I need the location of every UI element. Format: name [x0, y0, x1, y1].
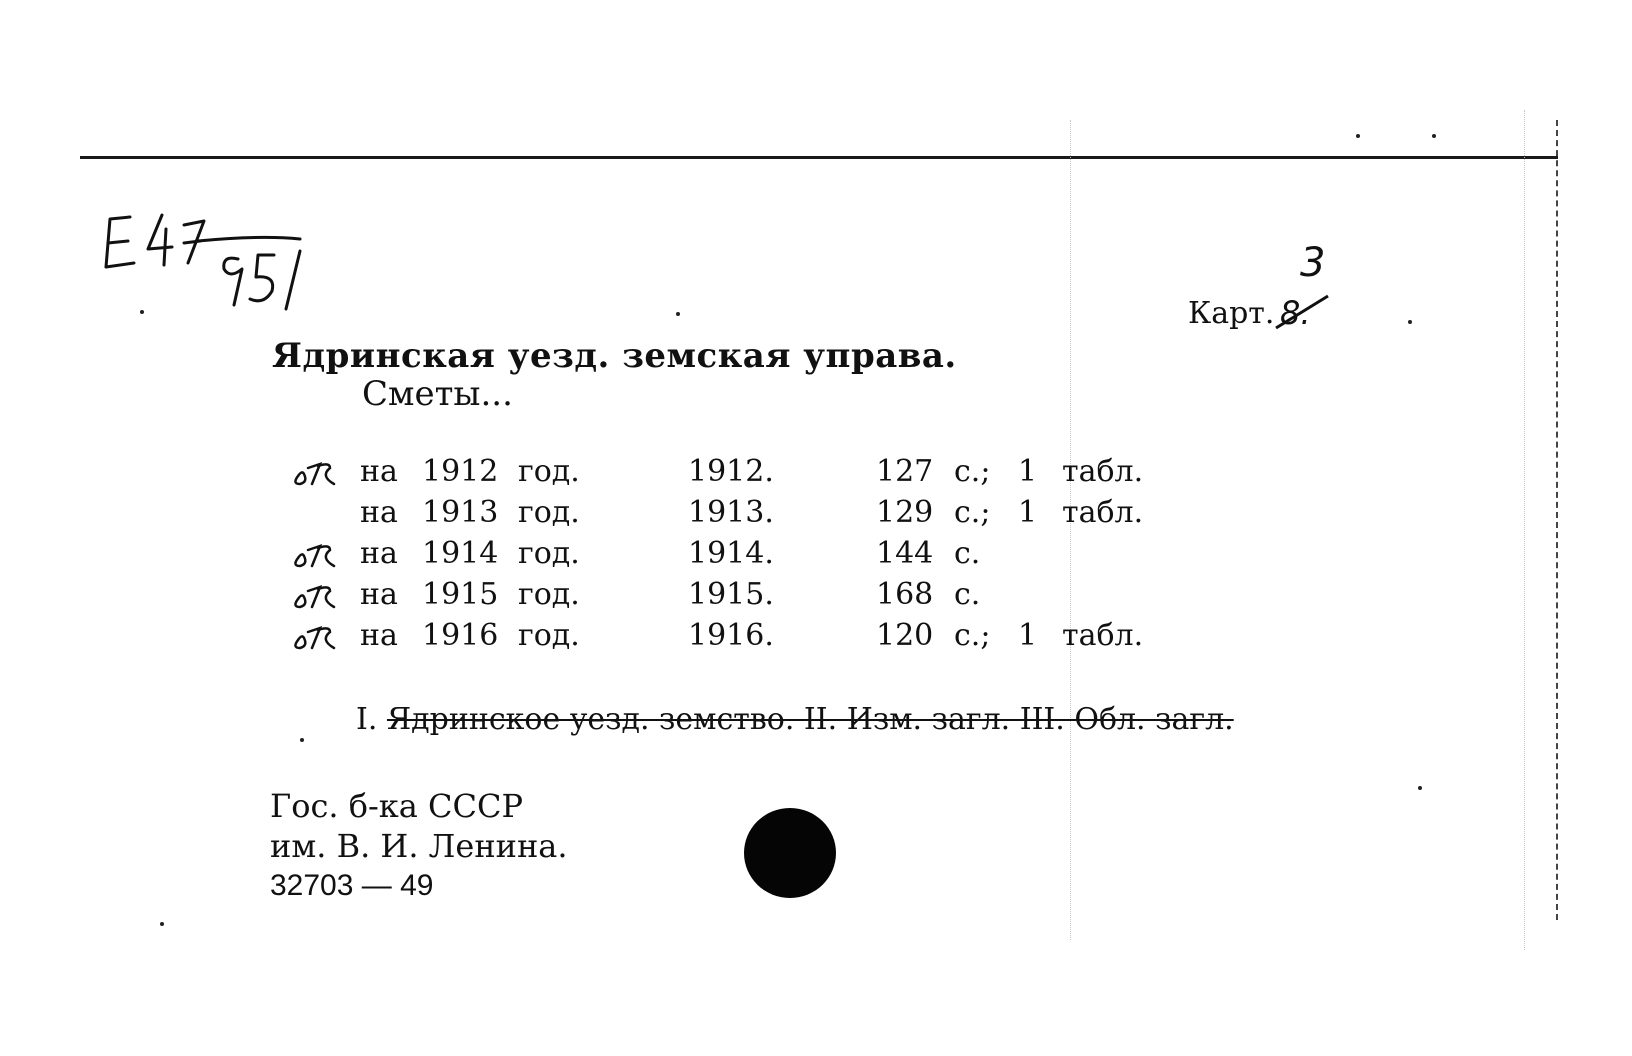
ink-speck	[1432, 134, 1436, 138]
ink-speck	[1418, 786, 1422, 790]
library-line-3: 32703 — 49	[270, 869, 434, 902]
entry-prefix: на	[360, 454, 398, 489]
entry-prefix: на	[360, 618, 398, 653]
entry-unit: год.	[518, 536, 580, 571]
tracings	[356, 702, 1234, 737]
entry-pages: 168	[876, 577, 934, 612]
entry-pages: 144	[876, 536, 934, 571]
entry-pub-year: 1912.	[688, 454, 774, 489]
library-line-1: Гос. б-ка СССР	[270, 787, 524, 825]
handwritten-mark	[290, 577, 354, 613]
library-line-2: им. В. И. Ленина.	[270, 827, 568, 865]
entry-unit: год.	[518, 577, 580, 612]
entry-pages-unit: с.	[954, 577, 981, 612]
entry-tables: 1	[1018, 454, 1038, 489]
entry-pages-unit: с.	[954, 536, 981, 571]
entry-tables: 1	[1018, 618, 1038, 653]
entry-pub-year: 1914.	[688, 536, 774, 571]
entry-pub-year: 1916.	[688, 618, 774, 653]
entries-list	[290, 454, 1190, 659]
entry-prefix: на	[360, 577, 398, 612]
page-title: Ядринская уезд. земская управа.	[272, 336, 957, 376]
entry-pages-unit: с.;	[954, 495, 991, 530]
card-punch-hole	[744, 808, 836, 898]
entry-unit: год.	[518, 454, 580, 489]
faint-fold-line	[1524, 110, 1525, 950]
entry-prefix: на	[360, 495, 398, 530]
card-label: Карт.	[1188, 296, 1275, 331]
tracings-number: I.	[356, 702, 378, 737]
entry-tables-unit: табл.	[1062, 495, 1144, 530]
entry-unit: год.	[518, 495, 580, 530]
entry-year: 1912	[422, 454, 499, 489]
strike-mark	[1272, 292, 1332, 332]
card-number	[1188, 240, 1348, 340]
library-stamp	[270, 786, 568, 906]
tracings-struck-text: Ядринское уезд. земство. II. Изм. загл. III. Обл. загл.	[386, 702, 1234, 737]
subtitle: Сметы...	[362, 374, 513, 414]
handwritten-mark	[290, 536, 354, 572]
entry-row	[290, 618, 1190, 659]
entry-pub-year: 1913.	[688, 495, 774, 530]
entry-year: 1915	[422, 577, 499, 612]
entry-prefix: на	[360, 536, 398, 571]
entry-pages: 129	[876, 495, 934, 530]
entry-pages-unit: с.;	[954, 454, 991, 489]
ink-speck	[160, 922, 164, 926]
card-new-number: 3	[1300, 240, 1326, 286]
ink-speck	[1356, 134, 1360, 138]
ink-speck	[676, 312, 680, 316]
entry-pages: 120	[876, 618, 934, 653]
entry-year: 1913	[422, 495, 499, 530]
ink-speck	[300, 738, 304, 742]
entry-row	[290, 495, 1190, 536]
entry-pages-unit: с.;	[954, 618, 991, 653]
handwritten-mark	[290, 618, 354, 654]
entry-year: 1914	[422, 536, 499, 571]
entry-row	[290, 536, 1190, 577]
entry-tables-unit: табл.	[1062, 454, 1144, 489]
entry-tables-unit: табл.	[1062, 618, 1144, 653]
entry-row	[290, 454, 1190, 495]
entry-tables: 1	[1018, 495, 1038, 530]
entry-pages: 127	[876, 454, 934, 489]
right-edge-line	[1556, 120, 1558, 920]
card-old-number: 8.	[1280, 294, 1311, 332]
ink-speck	[1408, 320, 1412, 324]
entry-pub-year: 1915.	[688, 577, 774, 612]
entry-unit: год.	[518, 618, 580, 653]
handwritten-shelfmark	[100, 205, 340, 325]
top-rule	[80, 156, 1558, 159]
entry-year: 1916	[422, 618, 499, 653]
entry-row	[290, 577, 1190, 618]
handwritten-mark	[290, 454, 354, 490]
